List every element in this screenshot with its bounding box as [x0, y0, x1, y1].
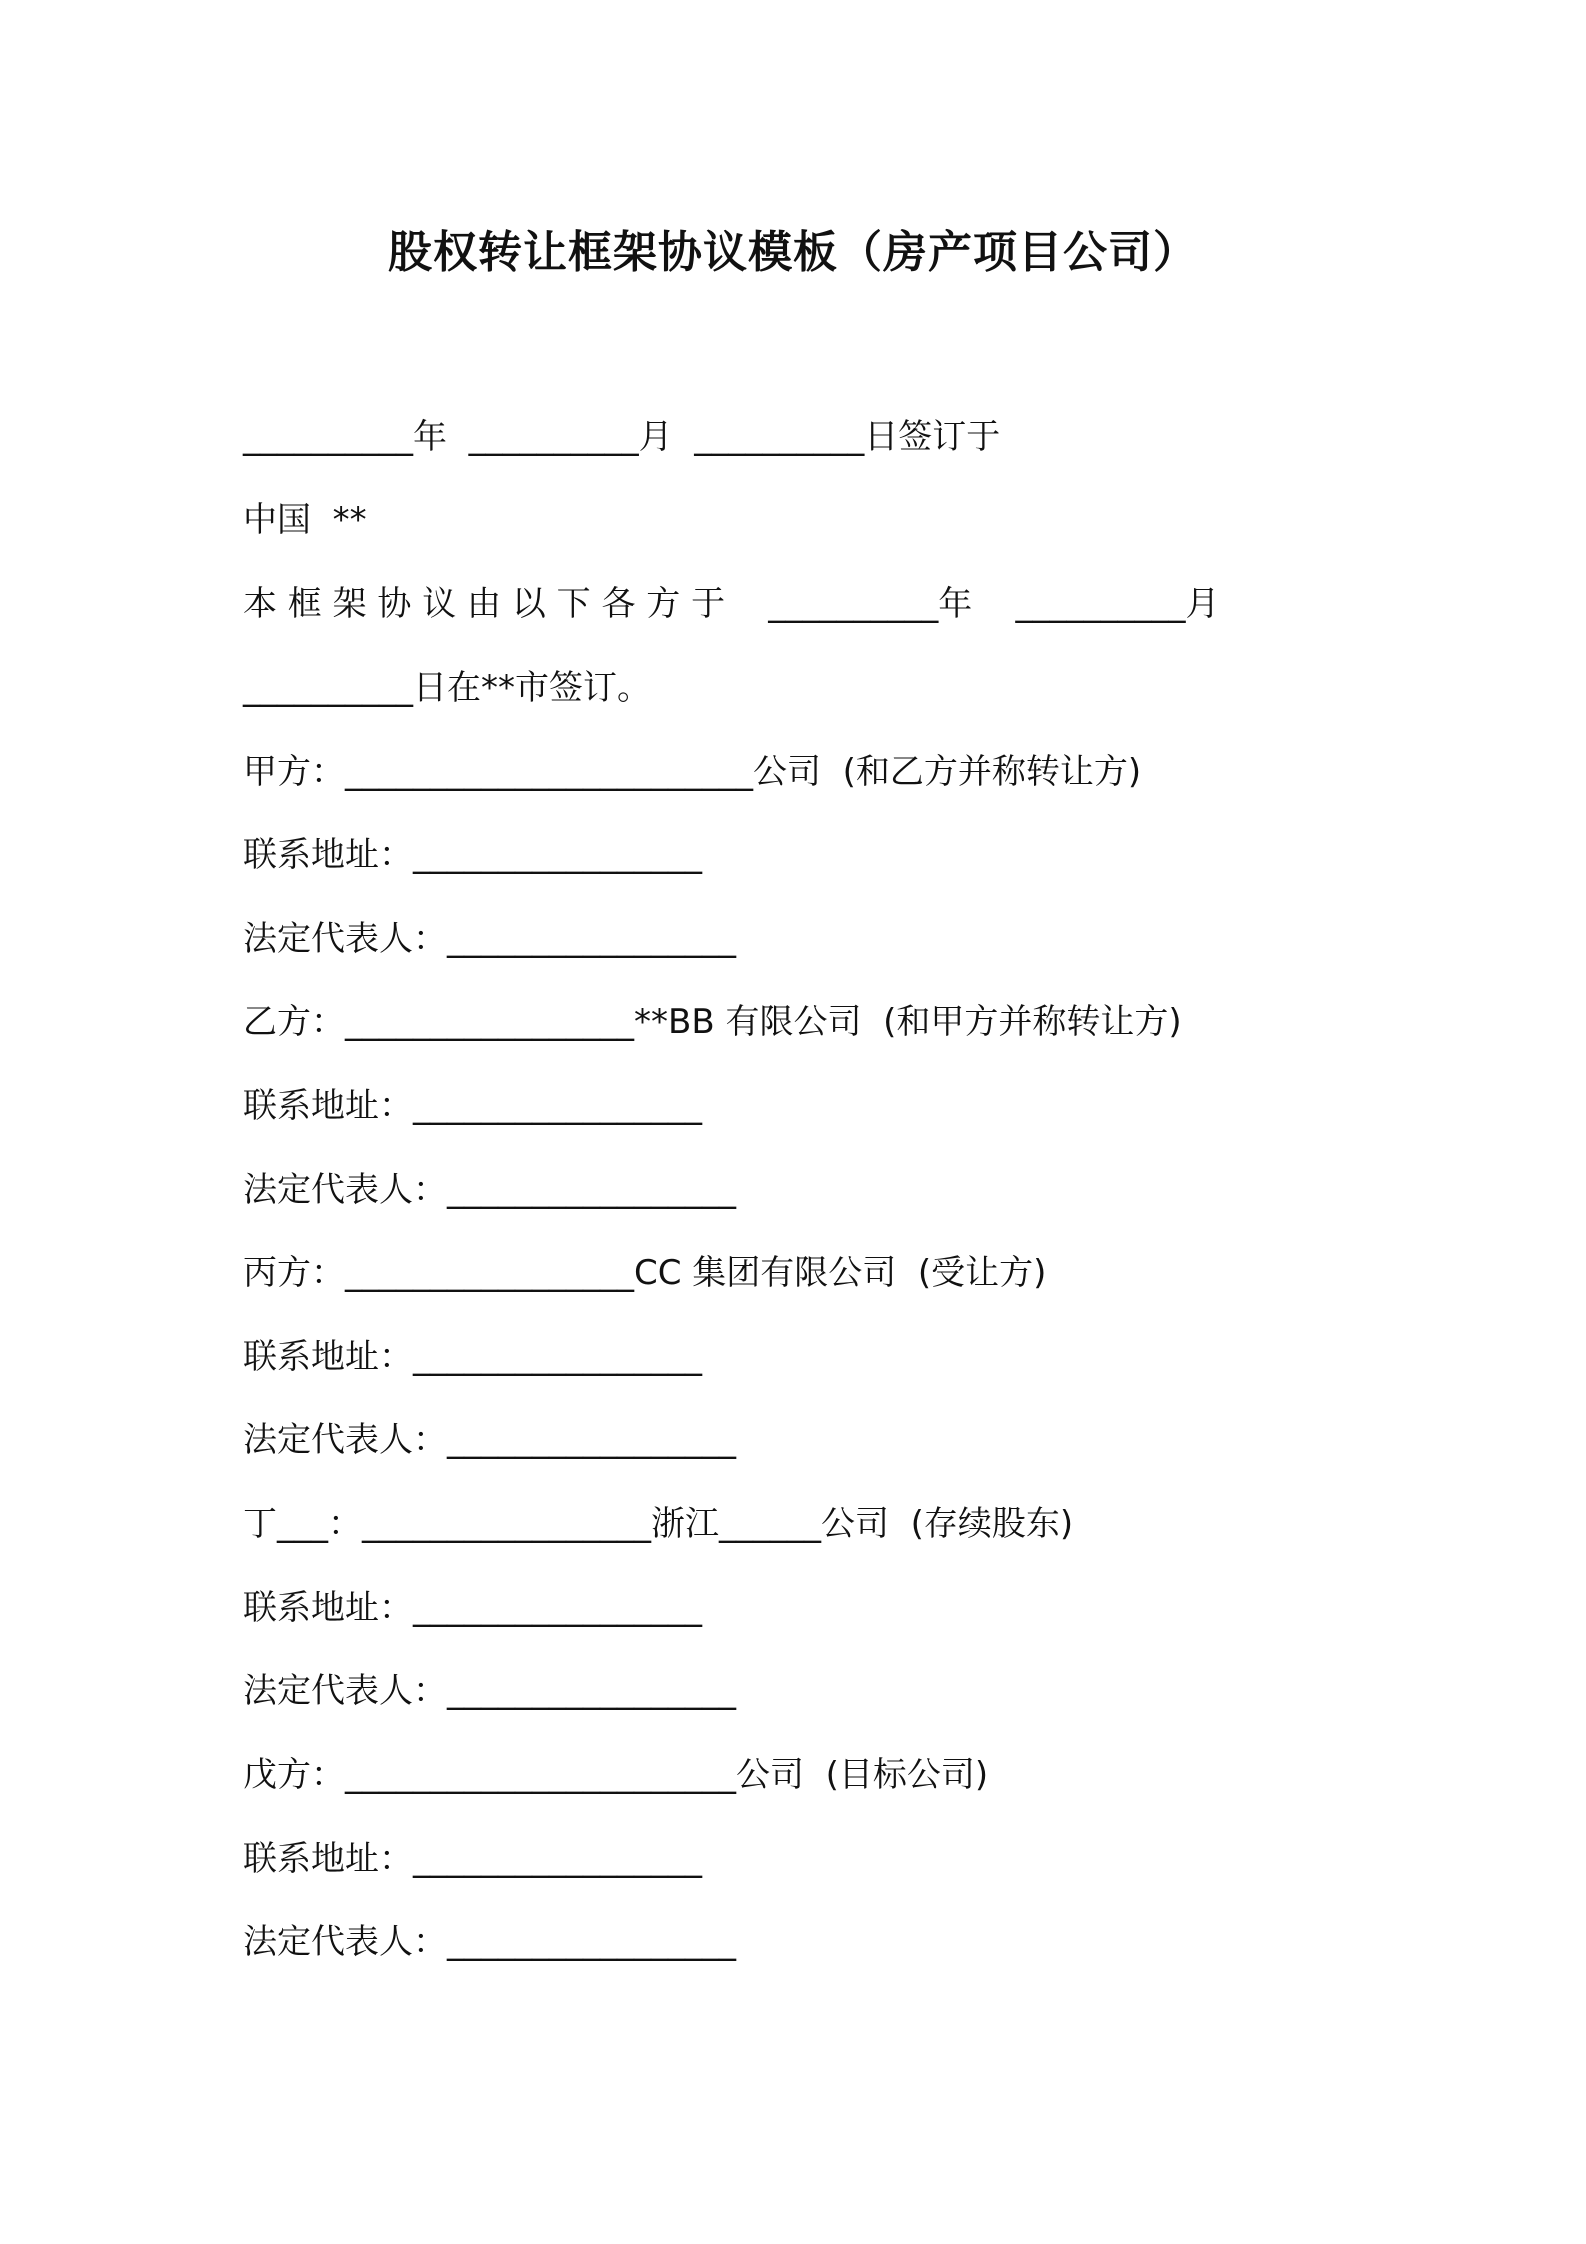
party-b-address-line: 联系地址：_________________: [243, 1086, 702, 1126]
party-e-line: 戊方：_______________________公司 (目标公司): [243, 1755, 989, 1795]
document-title: 股权转让框架协议模板（房产项目公司）: [388, 227, 1198, 278]
party-d-representative-line: 法定代表人：_________________: [243, 1671, 736, 1711]
party-a-line: 甲方：________________________公司 (和乙方并称转让方): [243, 752, 1142, 792]
signing-place-line: 中国 **: [243, 500, 367, 540]
party-a-address-line: 联系地址：_________________: [243, 835, 702, 875]
party-b-representative-line: 法定代表人：_________________: [243, 1170, 736, 1210]
party-a-representative-line: 法定代表人：_________________: [243, 919, 736, 959]
party-d-line: 丁___：_________________浙江______公司 (存续股东): [243, 1504, 1074, 1544]
party-d-address-line: 联系地址：_________________: [243, 1588, 702, 1628]
party-b-line: 乙方：_________________**BB 有限公司 (和甲方并称转让方): [243, 1002, 1182, 1042]
party-c-address-line: 联系地址：_________________: [243, 1337, 702, 1377]
signing-date-line: __________年 __________月 __________日签订于: [243, 417, 1001, 457]
party-e-representative-line: 法定代表人：_________________: [243, 1922, 736, 1962]
agreement-intro-line-2: __________日在**市签订。: [243, 668, 651, 708]
party-c-line: 丙方：_________________CC 集团有限公司 (受让方): [243, 1253, 1047, 1293]
party-e-address-line: 联系地址：_________________: [243, 1839, 702, 1879]
agreement-intro-line: 本 框 架 协 议 由 以 下 各 方 于 __________年 __________月: [243, 584, 1220, 624]
party-c-representative-line: 法定代表人：_________________: [243, 1420, 736, 1460]
